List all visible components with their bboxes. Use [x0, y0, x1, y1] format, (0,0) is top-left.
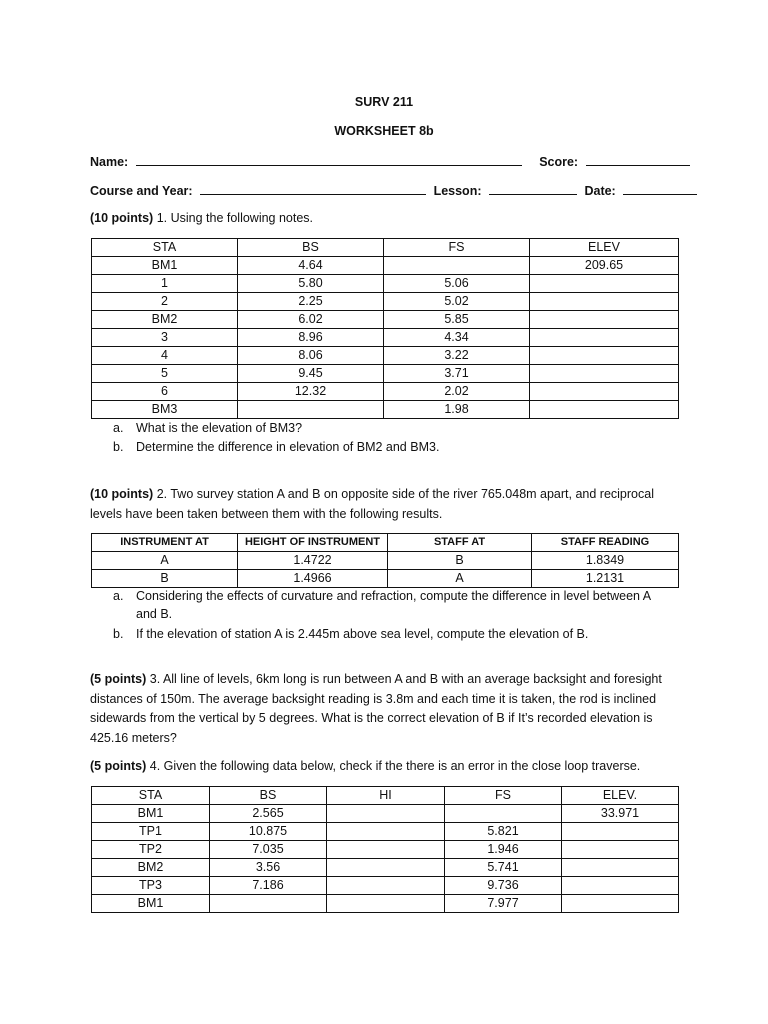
q1-header-row — [92, 239, 679, 257]
q1-b-label: b. — [113, 440, 124, 454]
question-3-prompt — [90, 670, 680, 748]
table-cell: 4 — [92, 347, 238, 365]
table-row — [92, 383, 679, 401]
table-cell: 8.96 — [238, 329, 384, 347]
course-lesson-date-line — [90, 182, 680, 198]
table-cell — [327, 841, 445, 859]
table-cell — [530, 311, 679, 329]
table-cell: 5 — [92, 365, 238, 383]
table-row — [92, 347, 679, 365]
table-cell: BM3 — [92, 401, 238, 419]
table-cell — [327, 823, 445, 841]
table-cell: 3.56 — [210, 859, 327, 877]
table-cell: 8.06 — [238, 347, 384, 365]
name-field[interactable] — [136, 153, 522, 166]
q4-header-cell: STA — [92, 787, 210, 805]
table-cell: 5.821 — [445, 823, 562, 841]
table-cell: TP1 — [92, 823, 210, 841]
course-year-field[interactable] — [200, 182, 426, 195]
q1-points: (10 points) — [90, 211, 154, 225]
table-cell — [562, 859, 679, 877]
q3-line4: 425.16 meters? — [90, 730, 177, 745]
table-cell: 7.977 — [445, 895, 562, 913]
name-score-line — [90, 153, 680, 169]
q2-line2: levels have been taken between them with the following results. — [90, 506, 443, 521]
table-cell — [327, 859, 445, 877]
table-cell: 2.565 — [210, 805, 327, 823]
table-row — [92, 257, 679, 275]
table-cell — [562, 841, 679, 859]
q3-number: 3 — [149, 672, 157, 686]
table-row — [92, 275, 679, 293]
q3-line3: sidewards from the vertical by 5 degrees. What is the correct elevation of B if It’s recorded elevation is — [90, 711, 653, 725]
table-cell: 9.736 — [445, 877, 562, 895]
table-row — [92, 823, 679, 841]
q2-b-label: b. — [113, 627, 124, 641]
score-field[interactable] — [586, 153, 690, 166]
table-cell — [530, 383, 679, 401]
table-cell: 2.25 — [238, 293, 384, 311]
table-row — [92, 859, 679, 877]
table-cell: 209.65 — [530, 257, 679, 275]
table-cell — [562, 823, 679, 841]
table-cell: 2 — [92, 293, 238, 311]
table-cell: 3.22 — [384, 347, 530, 365]
table-cell: 33.971 — [562, 805, 679, 823]
q2-table — [91, 533, 679, 588]
q4-points: (5 points) — [90, 759, 147, 773]
table-cell — [210, 895, 327, 913]
table-cell: BM2 — [92, 859, 210, 877]
table-cell: 9.45 — [238, 365, 384, 383]
q2-points: (10 points) — [90, 487, 154, 501]
table-cell: 1.98 — [384, 401, 530, 419]
q3-points: (5 points) — [90, 672, 147, 686]
table-cell: BM1 — [92, 805, 210, 823]
table-cell: TP3 — [92, 877, 210, 895]
table-cell: B — [92, 570, 238, 588]
table-cell: A — [92, 552, 238, 570]
table-cell — [327, 877, 445, 895]
q1-header-cell: STA — [92, 239, 238, 257]
course-year-label: Course and Year: — [90, 184, 193, 198]
table-row — [92, 895, 679, 913]
q2-header-cell: HEIGHT OF INSTRUMENT — [238, 534, 388, 552]
table-cell — [327, 805, 445, 823]
table-row — [92, 401, 679, 419]
table-cell — [562, 895, 679, 913]
table-cell: 5.80 — [238, 275, 384, 293]
q3-line2: distances of 150m. The average backsight reading is 3.8m and each time it is taken, the rod is inclined — [90, 691, 657, 706]
table-cell — [445, 805, 562, 823]
q4-header-cell: ELEV. — [562, 787, 679, 805]
table-cell: 12.32 — [238, 383, 384, 401]
table-row — [92, 329, 679, 347]
q1-number: 1 — [156, 211, 164, 225]
table-row — [92, 311, 679, 329]
q2-a-line1: Considering the effects of curvature and refraction, compute the difference in level between A — [136, 589, 652, 603]
table-cell: 6.02 — [238, 311, 384, 329]
q1-text: . Using the following notes. — [163, 211, 314, 225]
table-cell — [238, 401, 384, 419]
table-row — [92, 841, 679, 859]
table-cell: 7.186 — [210, 877, 327, 895]
table-row — [92, 805, 679, 823]
table-cell: 5.02 — [384, 293, 530, 311]
q3-line1: . All line of levels, 6km long is run between A and B with an average backsight and foresight — [156, 672, 662, 686]
table-row — [92, 365, 679, 383]
table-cell — [530, 347, 679, 365]
course-title: SURV 211 — [354, 95, 414, 109]
table-cell: 10.875 — [210, 823, 327, 841]
question-4-prompt — [90, 759, 680, 773]
table-cell: 1.946 — [445, 841, 562, 859]
lesson-field[interactable] — [489, 182, 577, 195]
lesson-label: Lesson: — [433, 184, 482, 198]
table-row — [92, 293, 679, 311]
table-row — [92, 877, 679, 895]
table-cell: 3.71 — [384, 365, 530, 383]
table-cell: 7.035 — [210, 841, 327, 859]
table-cell: BM1 — [92, 895, 210, 913]
q2-header-cell: INSTRUMENT AT — [92, 534, 238, 552]
question-2-prompt — [90, 485, 680, 524]
q2-line1: . Two survey station A and B on opposite side of the river 765.048m apart, and reciprocal — [163, 487, 654, 501]
table-cell: BM2 — [92, 311, 238, 329]
q2-a-label: a. — [113, 589, 124, 603]
q4-table — [91, 786, 679, 913]
q4-header-cell: FS — [445, 787, 562, 805]
table-cell: 6 — [92, 383, 238, 401]
q1-header-cell: BS — [238, 239, 384, 257]
q2-b-text: If the elevation of station A is 2.445m above sea level, compute the elevation of B. — [136, 627, 589, 641]
q2-a-line2: and B. — [136, 607, 173, 621]
q1-table — [91, 238, 679, 419]
table-cell: 3 — [92, 329, 238, 347]
table-cell — [530, 401, 679, 419]
table-cell — [384, 257, 530, 275]
score-label: Score: — [539, 155, 579, 169]
q4-text: . Given the following data below, check if the there is an error in the close loop traverse. — [156, 759, 641, 773]
table-cell: 5.741 — [445, 859, 562, 877]
q2-number: 2 — [156, 487, 164, 501]
q4-header-row — [92, 787, 679, 805]
table-row — [92, 570, 679, 588]
table-cell: 2.02 — [384, 383, 530, 401]
q4-header-cell: HI — [327, 787, 445, 805]
q4-header-cell: BS — [210, 787, 327, 805]
table-cell — [562, 877, 679, 895]
date-field[interactable] — [623, 182, 697, 195]
table-cell: 1.4966 — [238, 570, 388, 588]
q2-header-cell: STAFF READING — [532, 534, 679, 552]
date-label: Date: — [584, 184, 616, 198]
table-cell: 4.64 — [238, 257, 384, 275]
q1-header-cell: FS — [384, 239, 530, 257]
table-cell — [530, 365, 679, 383]
worksheet-title: WORKSHEET 8b — [334, 124, 434, 138]
q2-a-text-block — [136, 587, 684, 623]
q1-b-text: Determine the difference in elevation of BM2 and BM3. — [136, 440, 440, 454]
table-cell: 5.06 — [384, 275, 530, 293]
name-label: Name: — [90, 155, 129, 169]
table-cell: 5.85 — [384, 311, 530, 329]
table-cell: BM1 — [92, 257, 238, 275]
table-cell — [530, 275, 679, 293]
table-cell: TP2 — [92, 841, 210, 859]
q1-header-cell: ELEV — [530, 239, 679, 257]
table-cell: 1.8349 — [532, 552, 679, 570]
table-cell — [327, 895, 445, 913]
table-cell: 1.4722 — [238, 552, 388, 570]
q4-number: 4 — [149, 759, 157, 773]
table-cell: B — [388, 552, 532, 570]
table-row — [92, 552, 679, 570]
table-cell — [530, 329, 679, 347]
q2-header-cell: STAFF AT — [388, 534, 532, 552]
table-cell: 1.2131 — [532, 570, 679, 588]
q1-a-label: a. — [113, 421, 124, 435]
question-1-prompt — [90, 211, 680, 225]
q1-a-text: What is the elevation of BM3? — [136, 421, 303, 435]
q2-header-row — [92, 534, 679, 552]
table-cell: 4.34 — [384, 329, 530, 347]
table-cell: A — [388, 570, 532, 588]
table-cell: 1 — [92, 275, 238, 293]
table-cell — [530, 293, 679, 311]
